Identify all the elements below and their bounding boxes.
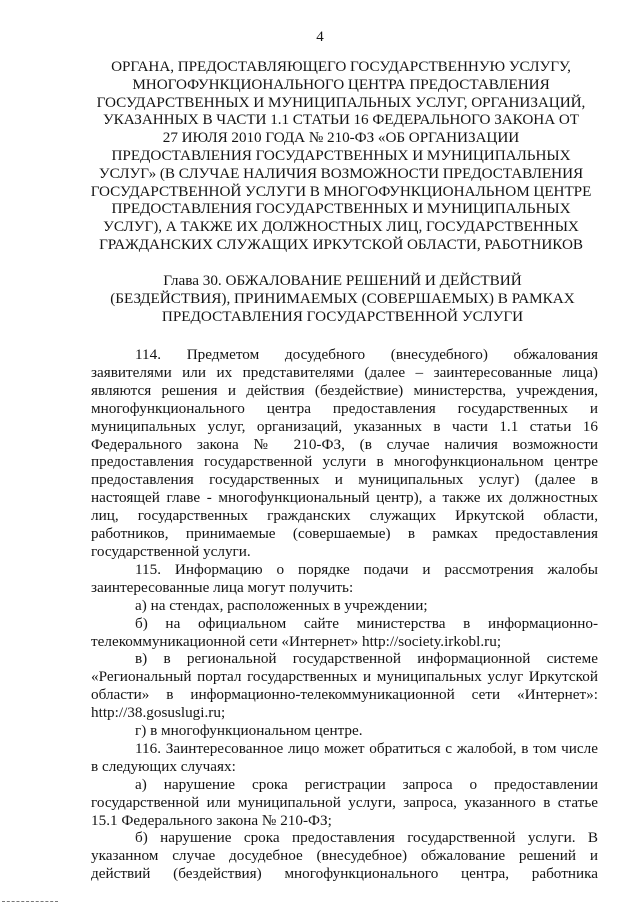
paragraph-line: работников, принимаемые (совершаемые) в рамках предоставления bbox=[91, 525, 598, 543]
paragraph-line: а) на стендах, расположенных в учреждении; bbox=[135, 596, 428, 614]
paragraph-line: 116. Заинтересованное лицо может обратиться с жалобой, в том числе bbox=[135, 739, 598, 757]
paragraph bbox=[91, 740, 598, 776]
paragraph-line: телекоммуникационной сети «Интернет» http://society.irkobl.ru; bbox=[91, 632, 502, 650]
body-text bbox=[91, 346, 598, 883]
paragraph-line: государственной услуги. bbox=[91, 542, 251, 560]
heading-line: МНОГОФУНКЦИОНАЛЬНОГО ЦЕНТРА ПРЕДОСТАВЛЕНИЯ bbox=[132, 75, 550, 93]
paragraph-line: http://38.gosuslugi.ru; bbox=[91, 704, 226, 722]
paragraph-line: государственной или муниципальной услуги, запроса, указанного в статье bbox=[91, 793, 598, 811]
paragraph-line: лиц, государственных гражданских служащих Иркутской области, bbox=[91, 507, 598, 525]
paragraph-line: б) нарушение срока предоставления государственной услуги. В bbox=[135, 829, 598, 847]
paragraph-line: являются решения и действия (бездействие) министерства, учреждения, bbox=[91, 381, 598, 399]
footer-divider bbox=[2, 901, 58, 902]
paragraph-line: в следующих случаях: bbox=[91, 757, 236, 775]
heading-line: ГОСУДАРСТВЕННОЙ УСЛУГИ В МНОГОФУНКЦИОНАЛЬНОМ ЦЕНТРЕ bbox=[90, 182, 592, 200]
paragraph bbox=[91, 776, 598, 830]
paragraph-line: заявителями или их представителями (далее – заинтересованные лица) bbox=[91, 363, 598, 381]
paragraph-line: заинтересованные лица могут получить: bbox=[91, 578, 354, 596]
heading-line: ПРЕДОСТАВЛЕНИЯ ГОСУДАРСТВЕННЫХ И МУНИЦИПАЛЬНЫХ bbox=[111, 200, 571, 218]
paragraph-line: 15.1 Федерального закона № 210-ФЗ; bbox=[91, 811, 332, 829]
paragraph-line: предоставления государственной услуги в многофункциональном центре bbox=[91, 453, 598, 471]
paragraph-line: а) нарушение срока регистрации запроса о предоставлении bbox=[135, 775, 598, 793]
chapter-heading bbox=[100, 272, 585, 325]
page-number: 4 bbox=[316, 29, 324, 45]
paragraph-line: «Региональный портал государственных и муниципальных услуг Иркутской bbox=[91, 668, 598, 686]
heading-line: ГОСУДАРСТВЕННЫХ И МУНИЦИПАЛЬНЫХ УСЛУГ, ОРГАНИЗАЦИЙ, bbox=[96, 93, 586, 111]
paragraph-line: области» в информационно-телекоммуникационной сети «Интернет»: bbox=[91, 686, 598, 704]
heading-line: ПРЕДОСТАВЛЕНИЯ ГОСУДАРСТВЕННЫХ И МУНИЦИПАЛЬНЫХ bbox=[111, 146, 571, 164]
heading-line: 27 ИЮЛЯ 2010 ГОДА № 210-ФЗ «ОБ ОРГАНИЗАЦИИ bbox=[162, 129, 520, 147]
paragraph bbox=[91, 722, 598, 740]
paragraph bbox=[91, 650, 598, 722]
heading-line: УСЛУГ» (В СЛУЧАЕ НАЛИЧИЯ ВОЗМОЖНОСТИ ПРЕДОСТАВЛЕНИЯ bbox=[98, 164, 584, 182]
heading-line: УСЛУГ), А ТАКЖЕ ИХ ДОЛЖНОСТНЫХ ЛИЦ, ГОСУДАРСТВЕННЫХ bbox=[103, 218, 579, 236]
paragraph-line: в) в региональной государственной информационной системе bbox=[135, 650, 598, 668]
paragraph-line: 115. Информацию о порядке подачи и рассмотрения жалобы bbox=[135, 560, 598, 578]
paragraph-line: указанном случае досудебное (внесудебное) обжалование решений и bbox=[91, 847, 598, 865]
section-heading bbox=[85, 58, 597, 254]
paragraph bbox=[91, 829, 598, 883]
paragraph bbox=[91, 597, 598, 615]
paragraph bbox=[91, 615, 598, 651]
heading-line: УКАЗАННЫХ В ЧАСТИ 1.1 СТАТЬИ 16 ФЕДЕРАЛЬНОГО ЗАКОНА ОТ bbox=[102, 111, 580, 129]
chapter-heading-line: (БЕЗДЕЙСТВИЯ), ПРИНИМАЕМЫХ (СОВЕРШАЕМЫХ) В РАМКАХ bbox=[110, 289, 575, 307]
paragraph-line: г) в многофункциональном центре. bbox=[135, 722, 363, 740]
paragraph bbox=[91, 561, 598, 597]
paragraph-line: Федерального закона № 210-ФЗ, (в случае наличия возможности bbox=[91, 435, 598, 453]
paragraph-line: 114. Предметом досудебного (внесудебного) обжалования bbox=[135, 346, 598, 363]
paragraph-line: настоящей главе - многофункциональный центр), а также их должностных bbox=[91, 489, 598, 507]
chapter-heading-line: Глава 30. ОБЖАЛОВАНИЕ РЕШЕНИЙ И ДЕЙСТВИЙ bbox=[163, 272, 522, 289]
heading-line: ГРАЖДАНСКИХ СЛУЖАЩИХ ИРКУТСКОЙ ОБЛАСТИ, РАБОТНИКОВ bbox=[99, 235, 583, 253]
paragraph bbox=[91, 346, 598, 561]
paragraph-line: б) на официальном сайте министерства в информационно- bbox=[135, 614, 598, 632]
chapter-heading-line: ПРЕДОСТАВЛЕНИЯ ГОСУДАРСТВЕННОЙ УСЛУГИ bbox=[161, 307, 524, 325]
paragraph-line: многофункционального центра предоставления государственных и bbox=[91, 399, 598, 417]
paragraph-line: действий (бездействия) многофункционального центра, работника bbox=[91, 865, 598, 883]
paragraph-line: предоставления государственных и муниципальных услуг) (далее в bbox=[91, 471, 598, 489]
paragraph-line: муниципальных услуг, организаций, указанных в части 1.1 статьи 16 bbox=[91, 417, 598, 435]
heading-line: ОРГАНА, ПРЕДОСТАВЛЯЮЩЕГО ГОСУДАРСТВЕННУЮ УСЛУГУ, bbox=[111, 58, 571, 75]
